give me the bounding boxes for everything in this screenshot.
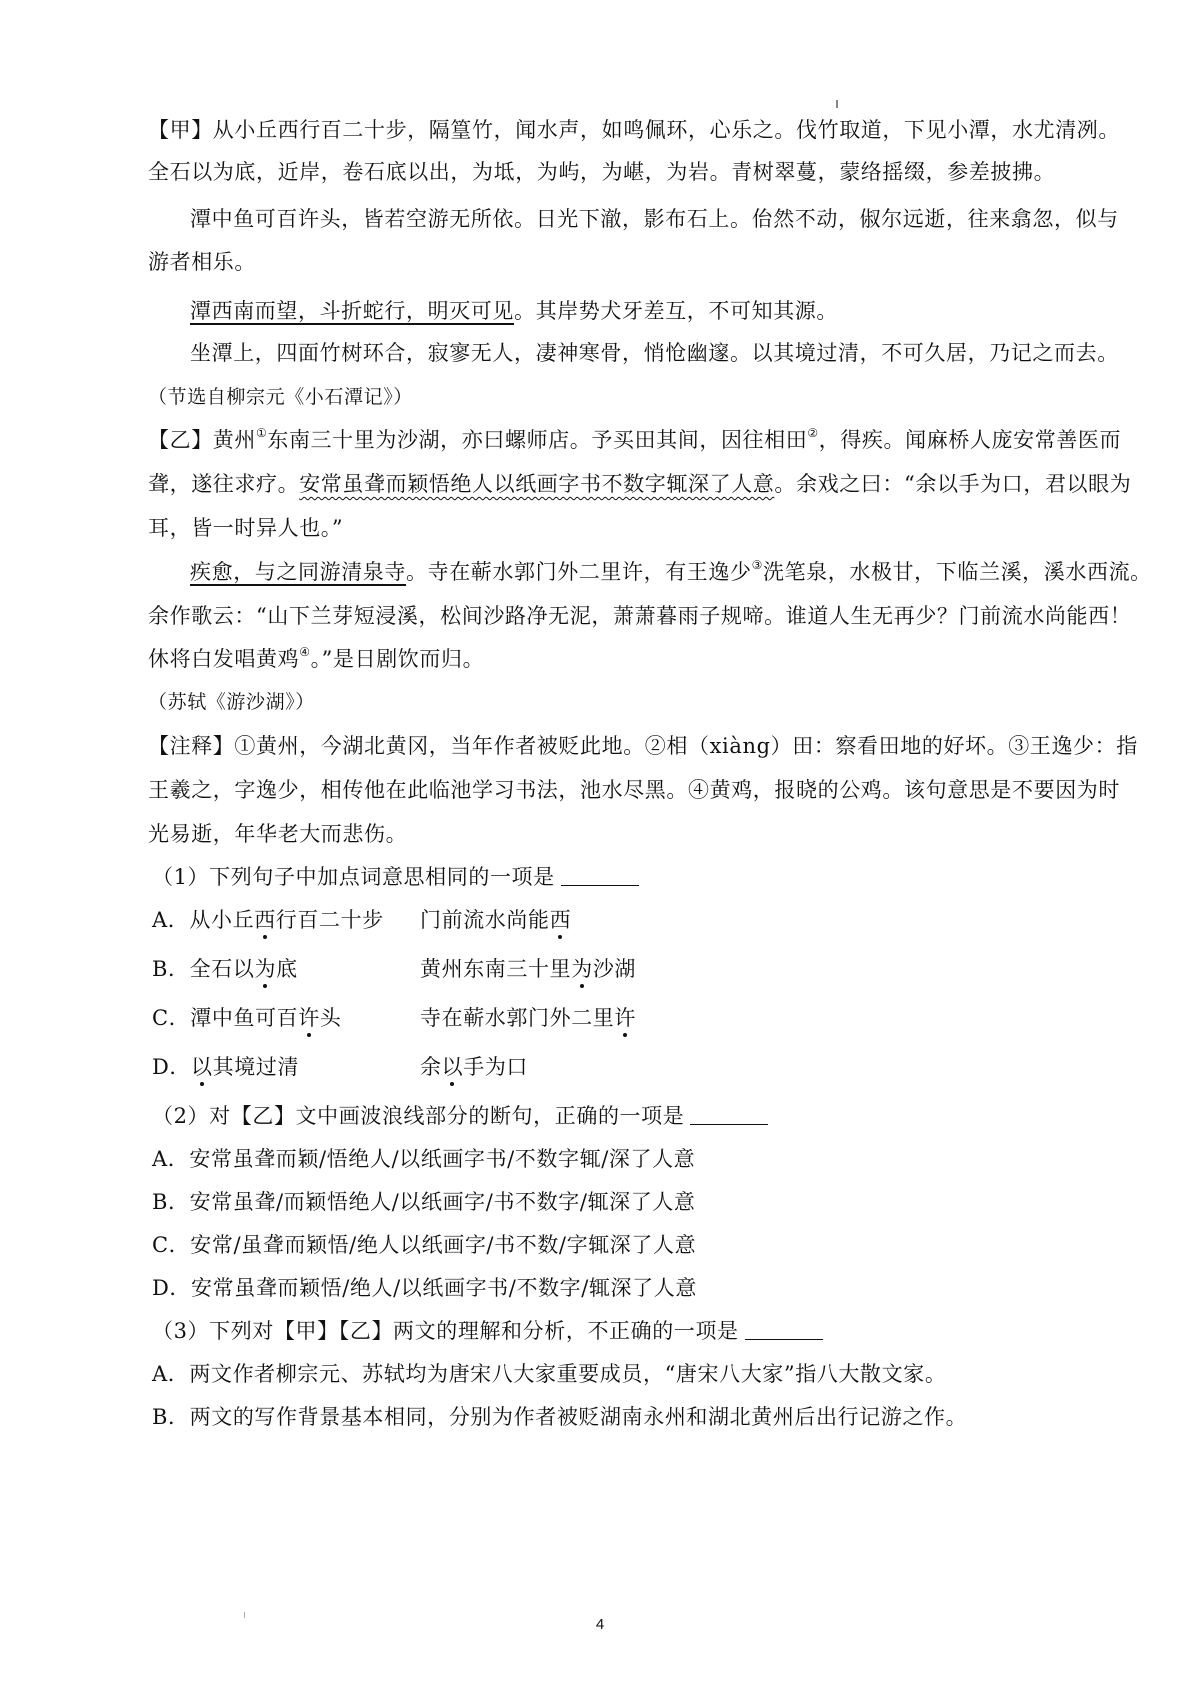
notes-line-3: 光易逝，年华老大而悲伤。: [148, 822, 408, 846]
dotted-character: 许: [298, 1006, 320, 1030]
text-span: 。余戏之曰：“余以手为口，君以眼为: [774, 472, 1132, 496]
footnote-mark: ③: [751, 558, 763, 572]
passage-yi-line-3: 耳，皆一时异人也。”: [148, 516, 344, 540]
dotted-character: 以: [441, 1055, 464, 1079]
passage-jia-line-2: 全石以为底，近岸，卷石底以出，为坻，为屿，为嵁，为岩。青树翠蔓，蒙络摇缀，参差披拂。: [148, 160, 1056, 184]
text-span: 【乙】黄州: [148, 428, 256, 452]
text-span: 门前流水尚能: [420, 908, 550, 932]
option-label: A．: [152, 908, 190, 932]
q1-option-d-right: [420, 1053, 528, 1081]
text-span: 沙湖: [592, 957, 637, 981]
page-number: 4: [595, 1616, 605, 1633]
footnote-mark: ①: [256, 426, 268, 440]
option-label: D．: [152, 1055, 192, 1079]
wavy-underlined-sentence: 安常虽聋而颖悟绝人以纸画字书不数字辄深了人意: [299, 472, 775, 496]
question-text: （2）对【乙】文中画波浪线部分的断句，正确的一项是: [152, 1104, 685, 1128]
answer-blank[interactable]: [745, 1319, 823, 1340]
text-span: 寺在蕲水郭门外二里: [420, 1006, 615, 1030]
text-span: 。寺在蕲水郭门外二里许，有王逸少: [406, 560, 752, 584]
option-label: C．: [152, 1006, 191, 1030]
footnote-mark: ④: [299, 645, 311, 659]
text-span: 其境过清: [212, 1055, 300, 1079]
question-2-stem: [152, 1102, 768, 1130]
dotted-character: 西: [549, 908, 572, 932]
q1-option-c-left[interactable]: [152, 1004, 342, 1032]
q2-option-d[interactable]: D．安常虽聋而颖悟/绝人/以纸画字书/不数字/辄深了人意: [152, 1276, 697, 1300]
q3-option-b[interactable]: B．两文的写作背景基本相同，分别为作者被贬湖南永州和湖北黄州后出行记游之作。: [152, 1405, 968, 1429]
passage-yi-line-5: 余作歌云：“山下兰芽短浸溪，松间沙路净无泥，萧萧暮雨子规啼。谁道人生无再少？门前流水尚能西！: [148, 604, 1132, 628]
text-span: 休将白发唱黄鸡: [148, 647, 300, 671]
text-span: 手为口: [463, 1055, 529, 1079]
scan-mark: [836, 100, 838, 108]
passage-yi-source: （苏轼《游沙湖》）: [148, 691, 315, 713]
question-1-stem: [152, 863, 639, 891]
q2-option-a[interactable]: A．安常虽聋而颖/悟绝人/以纸画字书/不数字辄/深了人意: [152, 1147, 696, 1171]
question-text: （3）下列对【甲】【乙】两文的理解和分析，不正确的一项是: [152, 1319, 739, 1343]
dotted-character: 许: [614, 1006, 637, 1030]
q2-option-b[interactable]: B．安常虽聋/而颖悟绝人/以纸画字/书不数字/辄深了人意: [152, 1190, 696, 1214]
text-span: 。”是日剧饮而归。: [310, 647, 485, 671]
q2-option-c[interactable]: C．安常/虽聋而颖悟/绝人以纸画字/书不数/字辄深了人意: [152, 1233, 697, 1257]
text-span: 行百二十步: [275, 908, 384, 932]
text-span: 洗笔泉，水极甘，下临兰溪，溪水西流。: [762, 560, 1152, 584]
footnote-mark: ②: [807, 426, 819, 440]
q1-option-c-right: [420, 1004, 636, 1032]
q3-option-a[interactable]: A．两文作者柳宗元、苏轼均为唐宋八大家重要成员，“唐宋八大家”指八大散文家。: [152, 1362, 947, 1386]
text-span: ，得疾。闻麻桥人庞安常善医而: [818, 428, 1122, 452]
q1-option-b-left[interactable]: [152, 955, 298, 983]
passage-jia-line-5: [190, 297, 838, 325]
question-text: （1）下列句子中加点词意思相同的一项是: [152, 865, 555, 889]
text-span: 黄州东南三十里: [420, 957, 572, 981]
passage-jia-line-4: 游者相乐。: [148, 250, 256, 274]
passage-yi-line-2: [148, 470, 1131, 498]
text-span: 底: [276, 957, 298, 981]
underlined-sentence: 潭西南而望，斗折蛇行，明灭可见: [190, 299, 514, 323]
dotted-character: 西: [254, 908, 276, 932]
underlined-sentence: 疾愈，与之同游清泉寺: [190, 560, 406, 584]
dotted-character: 为: [254, 957, 277, 981]
q1-option-a-left[interactable]: [152, 906, 384, 934]
text-span: 。其岸势犬牙差互，不可知其源。: [514, 299, 838, 323]
text-span: 余: [420, 1055, 442, 1079]
passage-jia-source: （节选自柳宗元《小石潭记》）: [148, 386, 413, 408]
text-span: 潭中鱼可百: [190, 1006, 299, 1030]
passage-yi-line-6: [148, 645, 484, 673]
text-span: 东南三十里为沙湖，亦曰螺师店。予买田其间，因往相田: [267, 428, 808, 452]
answer-blank[interactable]: [690, 1104, 768, 1125]
q1-option-a-right: [420, 906, 571, 934]
q1-option-d-left[interactable]: [152, 1053, 299, 1081]
text-span: 全石以: [189, 957, 255, 981]
answer-blank[interactable]: [561, 865, 639, 886]
text-span: 从小丘: [189, 908, 255, 932]
text-span: 头: [319, 1006, 342, 1030]
passage-yi-line-1: [148, 426, 1121, 454]
passage-jia-line-1: 【甲】从小丘西行百二十步，隔篁竹，闻水声，如鸣佩环，心乐之。伐竹取道，下见小潭，水尤清冽。: [148, 118, 1120, 142]
question-3-stem: [152, 1317, 823, 1345]
option-label: B．: [152, 957, 190, 981]
notes-line-2: 王羲之，字逸少，相传他在此临池学习书法，池水尽黑。④黄鸡，报晓的公鸡。该句意思是不要因为时: [148, 778, 1120, 802]
passage-jia-line-6: 坐潭上，四面竹树环合，寂寥无人，凄神寒骨，悄怆幽邃。以其境过清，不可久居，乃记之而去。: [190, 341, 1119, 365]
passage-jia-line-3: 潭中鱼可百许头，皆若空游无所依。日光下澈，影布石上。佁然不动，俶尔远逝，往来翕忽，似与: [190, 207, 1119, 231]
notes-line-1: 【注释】①黄州，今湖北黄冈，当年作者被贬此地。②相（xiàng）田：察看田地的好坏。③王逸少：指: [148, 734, 1138, 758]
text-span: 聋，遂往求疗。: [148, 472, 300, 496]
passage-yi-line-4: [190, 558, 1152, 586]
dotted-character: 为: [571, 957, 593, 981]
dotted-character: 以: [191, 1055, 213, 1079]
q1-option-b-right: [420, 955, 636, 983]
